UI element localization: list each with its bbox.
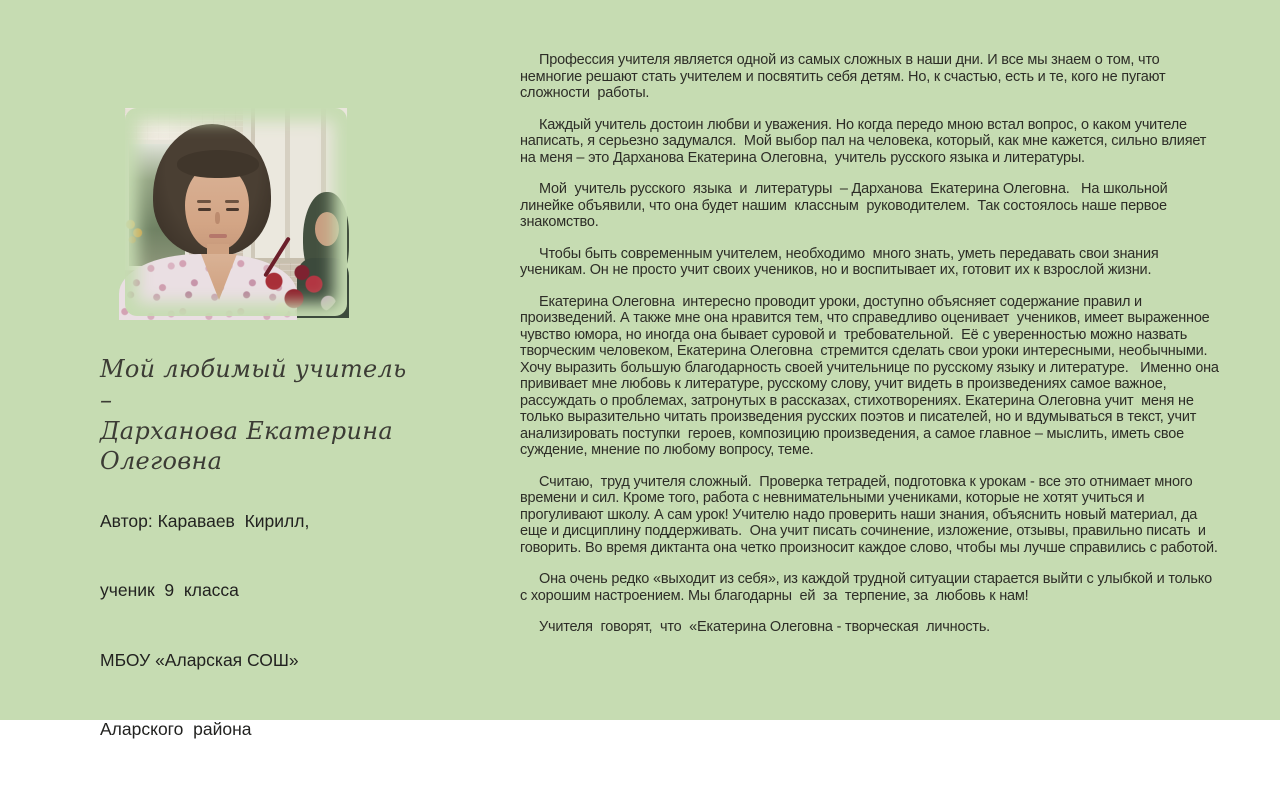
photo-teacher-bangs [177,150,259,178]
photo-red-flowers [258,258,338,316]
photo-teacher-right-eye [226,208,239,211]
essay-column [520,52,1223,651]
title-line-1: Мой любимый учитель – [100,355,407,414]
photo-teacher-right-brow [225,200,239,203]
photo-second-person-face [315,212,339,246]
teacher-photo [125,108,347,316]
title-line-3: Олеговна [100,447,223,476]
essay-paragraph: Профессия учителя является одной из самых сложных в наши дни. И все мы знаем о том, что немногие решают стать учителем и посвятить себя детям. Но, к счастью, есть и те, кого не пугают сложности работы. [520,52,1170,102]
author-line-3: МБОУ «Аларская СОШ» [100,649,299,670]
essay-paragraph: Чтобы быть современным учителем, необходимо много знать, уметь передавать свои знания ученикам. Он не просто учит своих учеников, но и воспитывает их, готовит их к взрослой жизни. [520,245,1163,279]
author-line-4: Аларского района [100,719,252,740]
essay-paragraph: Она очень редко «выходит из себя», из каждой трудной ситуации старается выйти с улыбкой и только с хорошим настроением. Мы благодарны ей за терпение, за любовь к нам! [520,571,1216,604]
essay-paragraph: Считаю, труд учителя сложный. Проверка тетрадей, подготовка к урокам - все это отнимает много времени и сил. Кроме того, работа с невнимательными учениками, которые не хотят учиться и прогуливают школу. А сам урок! Учителю надо проверить наши знания, объяснить новый материал, да еще и дисциплину поддерживать. Она учит писать сочинение, изложение, отзывы, правильно писать и говорить. Во время диктанта она четко произносит каждое слово, чтобы мы лучше справились с работой. [520,473,1218,556]
title-line-2: Дарханова Екатерина [100,416,393,445]
photo-yellow-flowers [125,216,143,244]
essay-paragraph: Каждый учитель достоин любви и уважения. Но когда передо мною встал вопрос, о каком учителе написать, я серьезно задумался. Мой выбор пал на человека, который, как мне кажется, сильно влияет на меня – это Дарханова Екатерина Олеговна, учитель русского языка и литературы. [520,116,1211,166]
photo-teacher-mouth [209,234,227,238]
author-line-2: ученик 9 класса [100,580,239,601]
author-block [100,464,430,787]
photo-teacher-left-eye [198,208,211,211]
author-line-1: Автор: Караваев Кирилл, [100,511,310,532]
page-title [100,354,420,477]
photo-teacher-nose [215,212,220,224]
essay-paragraph: Мой учитель русского языка и литературы – Дарханова Екатерина Олеговна. На школьной линейке объявили, что она будет нашим классным руководителем. Так состоялось наше первое знакомство. [520,181,1172,231]
essay-paragraph: Екатерина Олеговна интересно проводит уроки, доступно объясняет содержание правил и произведений. А также мне она нравится тем, что справедливо оценивает учеников, имеет выраженное чувство юмора, но иногда она бывает суровой и требовательной. Её с уверенностью можно назвать творческим человеком, Екатерина Олеговна стремится сделать свои уроки интересными, необычными. Хочу выразить большую благодарность своей учительнице по русскому языку и литературе. Именно она прививает мне любовь к литературе, русскому слову, учит видеть в произведениях самое важное, рассуждать о проблемах, затронутых в рассказах, стихотворениях. Екатерина Олеговна учит меня не только выразительно читать произведения русских поэтов и писателей, но и вдумываться в текст, учит анализировать поступки героев, композицию произведения, а самое главное – мыслить, иметь свое суждение, мнение по любому вопросу, теме. [520,293,1223,459]
photo-teacher-left-brow [197,200,211,203]
essay-paragraph: Учителя говорят, что «Екатерина Олеговна - творческая личность. [539,619,991,636]
